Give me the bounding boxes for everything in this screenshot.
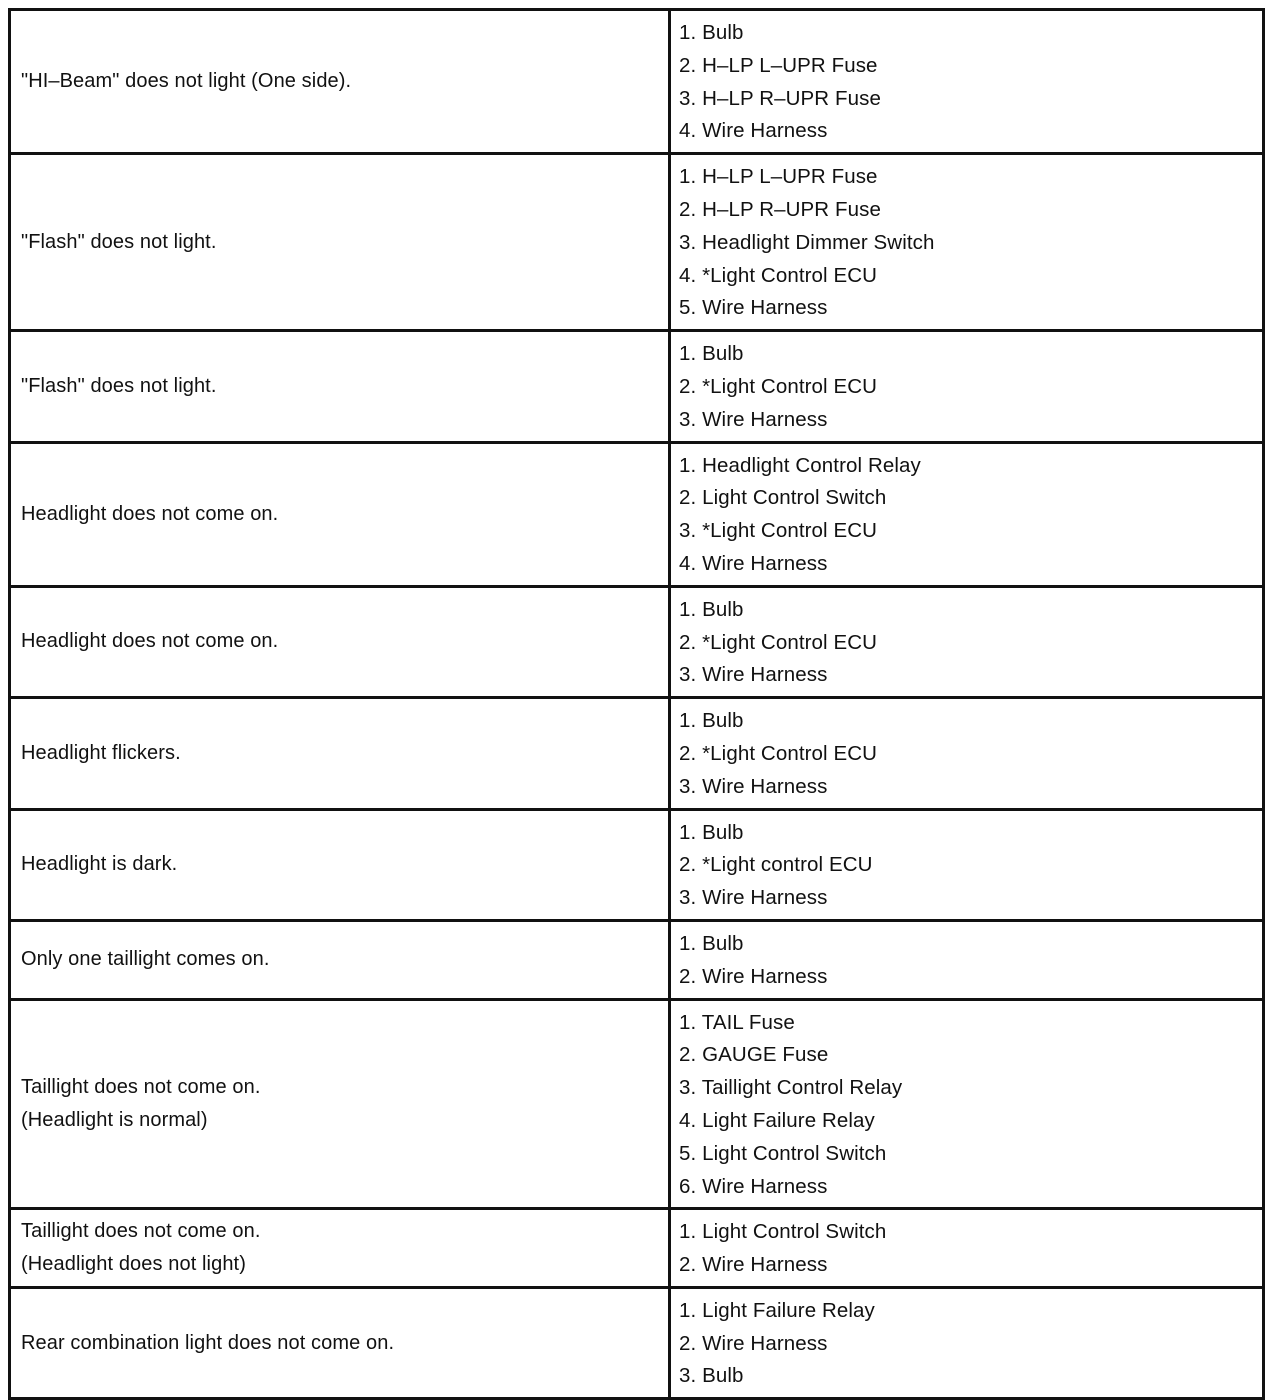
cause-item: 4. Wire Harness xyxy=(679,551,828,575)
symptom-cell xyxy=(10,999,670,1209)
cause-item: 2. H–LP R–UPR Fuse xyxy=(679,197,881,221)
cause-item: 3. Wire Harness xyxy=(679,407,828,431)
cause-item: 1. Bulb xyxy=(679,709,744,733)
table-row xyxy=(10,442,1264,586)
cause-item: 6. Wire Harness xyxy=(679,1174,828,1198)
cause-item: 1. Light Control Switch xyxy=(679,1220,887,1244)
symptom-text: Rear combination light does not come on. xyxy=(21,1331,395,1354)
cause-item: 3. Wire Harness xyxy=(679,774,828,798)
cause-item: 2. GAUGE Fuse xyxy=(679,1043,829,1067)
symptom-text: "HI–Beam" does not light (One side). xyxy=(21,70,352,93)
cause-item: 3. Headlight Dimmer Switch xyxy=(679,230,935,254)
table-row xyxy=(10,698,1264,809)
cause-item: 1. Headlight Control Relay xyxy=(679,453,921,477)
cause-item: 3. H–LP R–UPR Fuse xyxy=(679,86,881,110)
symptom-cell xyxy=(10,10,670,154)
cause-item: 1. Bulb xyxy=(679,820,744,844)
possible-causes-cell xyxy=(670,10,1264,154)
symptom-text: Headlight flickers. xyxy=(21,741,181,764)
possible-causes-cell xyxy=(670,1287,1264,1398)
symptom-text: Taillight does not come on. xyxy=(21,1075,261,1098)
cause-item: 1. Bulb xyxy=(679,931,744,955)
possible-causes-cell xyxy=(670,331,1264,442)
symptom-text: Headlight does not come on. xyxy=(21,502,279,525)
symptom-cell xyxy=(10,920,670,999)
cause-item: 3. Taillight Control Relay xyxy=(679,1076,903,1100)
table-row xyxy=(10,1209,1264,1288)
table-body xyxy=(10,10,1264,1399)
symptom-cell xyxy=(10,698,670,809)
cause-item: 5. Wire Harness xyxy=(679,296,828,320)
possible-causes-cell xyxy=(670,920,1264,999)
cause-item: 1. Light Failure Relay xyxy=(679,1298,875,1322)
cause-item: 1. Bulb xyxy=(679,21,744,44)
possible-causes-cell xyxy=(670,999,1264,1209)
cause-item: 4. Wire Harness xyxy=(679,119,828,143)
table-row xyxy=(10,154,1264,331)
cause-item: 1. H–LP L–UPR Fuse xyxy=(679,165,878,189)
cause-item: 2. Light Control Switch xyxy=(679,486,887,510)
possible-causes-cell xyxy=(670,1209,1264,1288)
symptom-text: Taillight does not come on. xyxy=(21,1220,261,1243)
possible-causes-cell xyxy=(670,442,1264,586)
cause-item: 2. Wire Harness xyxy=(679,1331,828,1355)
possible-causes-cell xyxy=(670,809,1264,920)
symptom-text: (Headlight is normal) xyxy=(21,1108,208,1131)
cause-item: 2. Wire Harness xyxy=(679,964,828,988)
cause-item: 1. TAIL Fuse xyxy=(679,1010,795,1034)
cause-item: 2. *Light Control ECU xyxy=(679,741,878,765)
table-row xyxy=(10,331,1264,442)
symptom-cell xyxy=(10,809,670,920)
cause-item: 5. Light Control Switch xyxy=(679,1141,887,1165)
cause-item: 1. Bulb xyxy=(679,597,744,621)
symptom-cell xyxy=(10,1209,670,1288)
cause-item: 2. *Light Control ECU xyxy=(679,374,878,398)
cause-item: 2. Wire Harness xyxy=(679,1253,828,1277)
table-row xyxy=(10,586,1264,697)
table-row xyxy=(10,809,1264,920)
cause-item: 3. *Light Control ECU xyxy=(679,519,878,543)
table-row xyxy=(10,999,1264,1209)
symptom-cell xyxy=(10,1287,670,1398)
cause-item: 2. *Light Control ECU xyxy=(679,630,878,654)
possible-causes-cell xyxy=(670,154,1264,331)
symptom-text: "Flash" does not light. xyxy=(21,230,217,253)
symptom-cell xyxy=(10,586,670,697)
cause-item: 2. *Light control ECU xyxy=(679,853,873,877)
symptom-text: Headlight does not come on. xyxy=(21,630,279,653)
troubleshooting-table xyxy=(8,8,1265,1400)
symptom-cell xyxy=(10,442,670,586)
cause-item: 3. Wire Harness xyxy=(679,886,828,910)
symptom-cell xyxy=(10,154,670,331)
symptom-text: (Headlight does not light) xyxy=(21,1253,246,1276)
possible-causes-cell xyxy=(670,698,1264,809)
cause-item: 4. Light Failure Relay xyxy=(679,1108,875,1132)
cause-item: 3. Bulb xyxy=(679,1364,744,1388)
cause-item: 4. *Light Control ECU xyxy=(679,263,878,287)
table-row xyxy=(10,10,1264,154)
cause-item: 3. Wire Harness xyxy=(679,663,828,687)
symptom-text: Headlight is dark. xyxy=(21,853,178,876)
table-row xyxy=(10,1287,1264,1398)
cause-item: 1. Bulb xyxy=(679,342,744,366)
cause-item: 2. H–LP L–UPR Fuse xyxy=(679,53,878,77)
table-row xyxy=(10,920,1264,999)
possible-causes-cell xyxy=(670,586,1264,697)
symptom-text: Only one taillight comes on. xyxy=(21,948,270,971)
symptom-cell xyxy=(10,331,670,442)
symptom-text: "Flash" does not light. xyxy=(21,374,217,397)
